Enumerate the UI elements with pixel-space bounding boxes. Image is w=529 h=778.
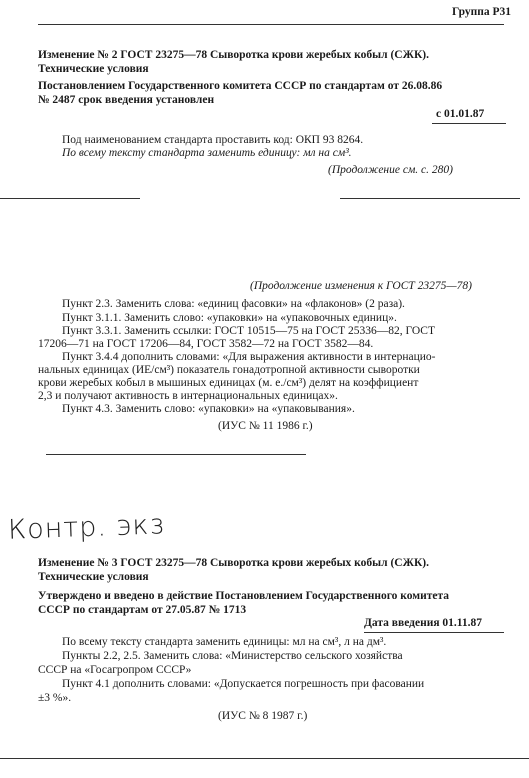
change3-source: (ИУС № 8 1987 г.) bbox=[218, 710, 308, 722]
cont-point-2-3: Пункт 2.3. Заменить слова: «единиц фасовки» на «флаконов» (2 раза). bbox=[62, 298, 405, 310]
change3-body-line1: По всему тексту стандарта заменить единицы: мл на см³, л на дм³. bbox=[62, 636, 387, 648]
change3-point-4-1-line2: ±3 %». bbox=[38, 692, 72, 704]
change2-date-underline bbox=[432, 123, 506, 124]
cont-point-3-1-1: Пункт 3.1.1. Заменить слово: «упаковки» на «упаковочных единиц». bbox=[62, 312, 397, 324]
handwritten-control-copy: Контр. экз bbox=[7, 509, 166, 546]
cont-source: (ИУС № 11 1986 г.) bbox=[218, 420, 313, 432]
change3-point-4-1-line1: Пункт 4.1 дополнить словами: «Допускается погрешность при фасовании bbox=[62, 678, 425, 690]
cont-point-3-3-1-line1: Пункт 3.3.1. Заменить ссылки: ГОСТ 10515—75 на ГОСТ 25336—82, ГОСТ bbox=[62, 325, 435, 337]
change2-decree-line1: Постановлением Государственного комитета СССР по стандартам от 26.08.86 bbox=[38, 80, 443, 92]
section-divider-right bbox=[340, 198, 520, 199]
change2-title-line1: Изменение № 2 ГОСТ 23275—78 Сыворотка крови жеребых кобыл (СЖК). bbox=[38, 49, 430, 61]
cont-point-3-4-4-line4: 2,3 и получают активность в интернациональных единицах». bbox=[38, 390, 338, 402]
change3-date-underline bbox=[364, 632, 504, 633]
change2-date: с 01.01.87 bbox=[436, 108, 485, 120]
section-divider-left bbox=[0, 198, 140, 199]
change3-title-line2: Технические условия bbox=[38, 571, 149, 583]
cont-point-4-3: Пункт 4.3. Заменить слово: «упаковки» на «упаковывания». bbox=[62, 403, 355, 415]
change2-title-line2: Технические условия bbox=[38, 63, 149, 75]
change3-points-2-2-2-5-line2: СССР на «Госагропром СССР» bbox=[38, 664, 192, 676]
change2-continued-note: (Продолжение см. с. 280) bbox=[328, 164, 453, 176]
change2-body-line1: Под наименованием стандарта проставить код: ОКП 93 8264. bbox=[62, 134, 364, 146]
change3-date: Дата введения 01.11.87 bbox=[364, 617, 483, 629]
bottom-rule bbox=[0, 758, 529, 759]
change3-title-line1: Изменение № 3 ГОСТ 23275—78 Сыворотка крови жеребых кобыл (СЖК). bbox=[38, 557, 430, 569]
change3-approved-line1: Утверждено и введено в действие Постановлением Государственного комитета bbox=[38, 590, 450, 602]
cont-point-3-4-4-line3: крови жеребых кобыл в мышиных единицах (м. е./см³) делят на коэффициент bbox=[38, 377, 419, 389]
continuation-heading: (Продолжение изменения к ГОСТ 23275—78) bbox=[250, 280, 472, 292]
cont-end-rule bbox=[46, 454, 306, 455]
change3-approved-line2: СССР по стандартам от 27.05.87 № 1713 bbox=[38, 604, 247, 616]
cont-point-3-4-4-line2: нальных единицах (ИЕ/см³) показатель гонадотропной активности сыворотки bbox=[38, 364, 420, 376]
cont-point-3-3-1-line2: 17206—71 на ГОСТ 17206—84, ГОСТ 3582—72 на ГОСТ 3582—84. bbox=[38, 338, 374, 350]
group-code: Группа Р31 bbox=[452, 6, 511, 18]
change3-points-2-2-2-5-line1: Пункты 2.2, 2.5. Заменить слова: «Министерство сельского хозяйства bbox=[62, 650, 403, 662]
change2-body-line2: По всему тексту стандарта заменить единицу: мл на см³. bbox=[62, 147, 352, 159]
change2-decree-line2: № 2487 срок введения установлен bbox=[38, 94, 215, 106]
cont-point-3-4-4-line1: Пункт 3.4.4 дополнить словами: «Для выражения активности в интернацио- bbox=[62, 351, 436, 363]
top-rule bbox=[38, 24, 504, 25]
